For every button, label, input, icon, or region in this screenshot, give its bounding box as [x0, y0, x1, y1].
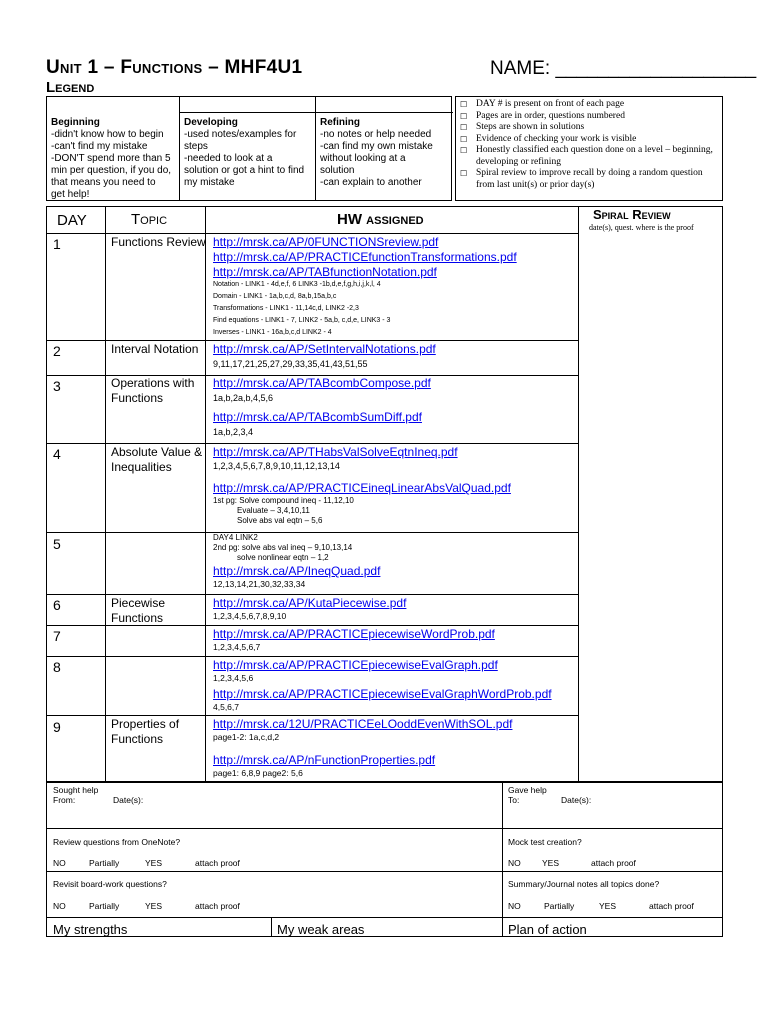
hw-note: 4,5,6,7	[213, 702, 239, 712]
hw-note: 1,2,3,4,5,6,7	[213, 642, 261, 652]
hw-note: Evaluate – 3,4,10,11	[237, 506, 310, 515]
topic-label: Properties of Functions	[111, 717, 180, 746]
strengths-label: My strengths	[53, 922, 128, 937]
hw-link[interactable]: http://mrsk.ca/AP/THabsValSolveEqtnIneq.pdf	[213, 445, 458, 459]
checklist-text: Honestly classified each question done on a level – beginning, developing or refining	[476, 145, 713, 167]
spiral-header: Spiral Review	[593, 207, 671, 222]
hw-note: 1,2,3,4,5,6	[213, 673, 254, 683]
legend-line: -used notes/examples for	[184, 129, 297, 140]
hw-note: 9,11,17,21,25,27,29,33,35,41,43,51,55	[213, 359, 368, 369]
hw-link[interactable]: http://mrsk.ca/AP/PRACTICEfunctionTransformations.pdf	[213, 250, 517, 264]
hw-note: 1a,b,2a,b,4,5,6	[213, 393, 274, 403]
legend-refining-title: Refining	[320, 117, 360, 128]
hw-link[interactable]: http://mrsk.ca/AP/TABfunctionNotation.pdf	[213, 265, 437, 279]
legend-line: my mistake	[184, 177, 235, 188]
legend-line: -didn't know how to begin	[51, 129, 164, 140]
hw-note: solve nonlinear eqtn – 1,2	[237, 553, 329, 562]
mock-question: Mock test creation?	[508, 837, 582, 847]
checklist-text: Spiral review to improve recall by doing a random question from last unit(s) or prior day(s)	[476, 168, 703, 190]
hw-link[interactable]: http://mrsk.ca/AP/IneqQuad.pdf	[213, 564, 381, 578]
legend-line: get help!	[51, 189, 90, 200]
day-number: 7	[53, 628, 61, 644]
hw-link[interactable]: http://mrsk.ca/AP/PRACTICEpiecewiseWordProb.pdf	[213, 627, 495, 641]
hw-note: Inverses - LINK1 - 16a,b,c,d LINK2 - 4	[213, 329, 332, 336]
checklist-item[interactable]	[460, 111, 718, 123]
from-label: From:	[53, 795, 76, 805]
checklist	[455, 96, 723, 201]
checklist-item[interactable]	[460, 122, 718, 134]
option-no[interactable]: NO	[53, 901, 66, 911]
hw-link[interactable]: http://mrsk.ca/AP/PRACTICEpiecewiseEvalGraph.pdf	[213, 658, 498, 672]
legend-table	[46, 96, 452, 201]
option-yes[interactable]: YES	[145, 901, 163, 911]
topic-label: Functions Review	[111, 235, 206, 249]
topic-label: Absolute Value & Inequalities	[111, 445, 203, 474]
checkbox-icon[interactable]: ☐	[460, 123, 468, 132]
day-header: DAY	[57, 212, 87, 229]
attach-proof[interactable]: attach proof	[591, 858, 636, 868]
hw-link[interactable]: http://mrsk.ca/12U/PRACTICEeLOoddEvenWithSOL.pdf	[213, 717, 513, 731]
spiral-subheader: date(s), quest. where is the proof	[589, 223, 694, 232]
legend-developing-title: Developing	[184, 117, 238, 128]
checklist-item[interactable]	[460, 99, 718, 111]
option-yes[interactable]: YES	[145, 858, 163, 868]
day-number: 4	[53, 446, 61, 462]
dates-label-2: Date(s):	[561, 795, 592, 805]
hw-note: 1st pg: Solve compound ineq - 11,12,10	[213, 496, 354, 505]
hw-note: Transformations - LINK1 - 11,14c,d, LINK2 -2,3	[213, 305, 359, 312]
to-label: To:	[508, 795, 520, 805]
legend-line: -DON'T spend more than 5	[51, 153, 171, 164]
checkbox-icon[interactable]: ☐	[460, 146, 468, 155]
legend-line: -needed to look at a	[184, 153, 273, 164]
attach-proof[interactable]: attach proof	[649, 901, 694, 911]
dates-label: Date(s):	[113, 795, 144, 805]
option-partially[interactable]: Partially	[89, 858, 120, 868]
option-partially[interactable]: Partially	[544, 901, 575, 911]
hw-note: Domain - LINK1 - 1a,b,c,d, 8a,b,15a,b,c	[213, 293, 337, 300]
hw-note: 1a,b,2,3,4	[213, 427, 254, 437]
legend-line: steps	[184, 141, 208, 152]
legend-line: that means you need to	[51, 177, 156, 188]
weak-areas-label: My weak areas	[277, 922, 365, 937]
hw-note: DAY4 LINK2	[213, 533, 258, 542]
legend-line: solution	[320, 165, 355, 176]
hw-link[interactable]: http://mrsk.ca/AP/nFunctionProperties.pdf	[213, 753, 436, 767]
hw-link[interactable]: http://mrsk.ca/AP/PRACTICEpiecewiseEvalGraphWordProb.pdf	[213, 687, 552, 701]
review-question: Review questions from OneNote?	[53, 837, 181, 847]
day-number: 9	[53, 719, 61, 735]
hw-note: Solve abs val eqtn – 5,6	[237, 516, 323, 525]
hw-note: 1,2,3,4,5,6,7,8,9,10,11,12,13,14	[213, 461, 340, 471]
legend-line: -can explain to another	[320, 177, 422, 188]
hw-link[interactable]: http://mrsk.ca/AP/TABcombSumDiff.pdf	[213, 410, 422, 424]
hw-note: 2nd pg: solve abs val ineq – 9,10,13,14	[213, 543, 353, 552]
hw-link[interactable]: http://mrsk.ca/AP/0FUNCTIONSreview.pdf	[213, 235, 439, 249]
hw-link[interactable]: http://mrsk.ca/AP/KutaPiecewise.pdf	[213, 596, 407, 610]
day-number: 8	[53, 659, 61, 675]
attach-proof[interactable]: attach proof	[195, 901, 240, 911]
day-number: 3	[53, 378, 61, 394]
option-yes[interactable]: YES	[599, 901, 617, 911]
topic-label: Piecewise Functions	[111, 596, 166, 625]
checkbox-icon[interactable]: ☐	[460, 169, 468, 178]
checkbox-icon[interactable]: ☐	[460, 111, 468, 121]
legend-line: solution or got a hint to find	[184, 165, 305, 176]
hw-header: HW assigned	[337, 211, 424, 228]
option-no[interactable]: NO	[53, 858, 66, 868]
legend-line: -can't find my mistake	[51, 141, 148, 152]
hw-note: Find equations - LINK1 - 7, LINK2 - 5a,b, c,d,e, LINK3 - 3	[213, 317, 391, 324]
day-number: 1	[53, 236, 61, 252]
option-no[interactable]: NO	[508, 901, 521, 911]
legend-beginning-title: Beginning	[51, 117, 100, 128]
checklist-text: Steps are shown in solutions	[476, 122, 585, 132]
homework-table	[46, 206, 723, 782]
plan-label: Plan of action	[508, 922, 587, 937]
day-number: 2	[53, 343, 61, 359]
name-field-label[interactable]: NAME: ___________________	[490, 58, 757, 79]
checklist-item[interactable]	[460, 168, 718, 191]
hw-link[interactable]: http://mrsk.ca/AP/TABcombCompose.pdf	[213, 376, 431, 390]
hw-note: page1: 6,8,9 page2: 5,6	[213, 768, 303, 778]
option-partially[interactable]: Partially	[89, 901, 120, 911]
checklist-text: DAY # is present on front of each page	[476, 99, 625, 109]
legend-heading: Legend	[46, 79, 95, 96]
summary-question: Summary/Journal notes all topics done?	[508, 879, 660, 889]
checkbox-icon[interactable]: ☐	[460, 134, 468, 144]
sought-help-label: Sought help	[53, 785, 99, 795]
page-title: Unit 1 – Functions – MHF4U1	[46, 57, 303, 78]
hw-note: 1,2,3,4,5,6,7,8,9,10	[213, 611, 287, 621]
topic-label: Operations with Functions	[111, 376, 195, 405]
hw-note: 12,13,14,21,30,32,33,34	[213, 579, 306, 589]
option-no[interactable]: NO	[508, 858, 521, 868]
legend-line: -no notes or help needed	[320, 129, 432, 140]
hw-link[interactable]: http://mrsk.ca/AP/SetIntervalNotations.pdf	[213, 342, 436, 356]
day-number: 5	[53, 536, 61, 552]
checklist-item[interactable]	[460, 134, 718, 146]
legend-line: -can find my own mistake	[320, 141, 433, 152]
revisit-question: Revisit board-work questions?	[53, 879, 167, 889]
topic-header: Topic	[131, 211, 168, 228]
checklist-text: Evidence of checking your work is visible	[476, 133, 637, 144]
hw-note: page1-2: 1a,c,d,2	[213, 732, 280, 742]
gave-help-label: Gave help	[508, 785, 547, 795]
option-yes[interactable]: YES	[542, 858, 560, 868]
topic-label: Interval Notation	[111, 342, 199, 356]
legend-line: min per question, if you do,	[51, 165, 172, 176]
attach-proof[interactable]: attach proof	[195, 858, 240, 868]
legend-beginning	[47, 97, 180, 200]
checklist-text: Pages are in order, questions numbered	[476, 110, 625, 121]
hw-link[interactable]: http://mrsk.ca/AP/PRACTICEineqLinearAbsValQuad.pdf	[213, 481, 511, 495]
checklist-item[interactable]	[460, 145, 718, 168]
day-number: 6	[53, 597, 61, 613]
checkbox-icon[interactable]: ☐	[460, 100, 468, 109]
hw-note: Notation - LINK1 - 4d,e,f, 6 LINK3 -1b,d,e,f,g,h,i,j,k,l, 4	[213, 281, 381, 288]
reflection-table	[46, 782, 723, 937]
legend-line: without looking at a	[320, 153, 406, 164]
